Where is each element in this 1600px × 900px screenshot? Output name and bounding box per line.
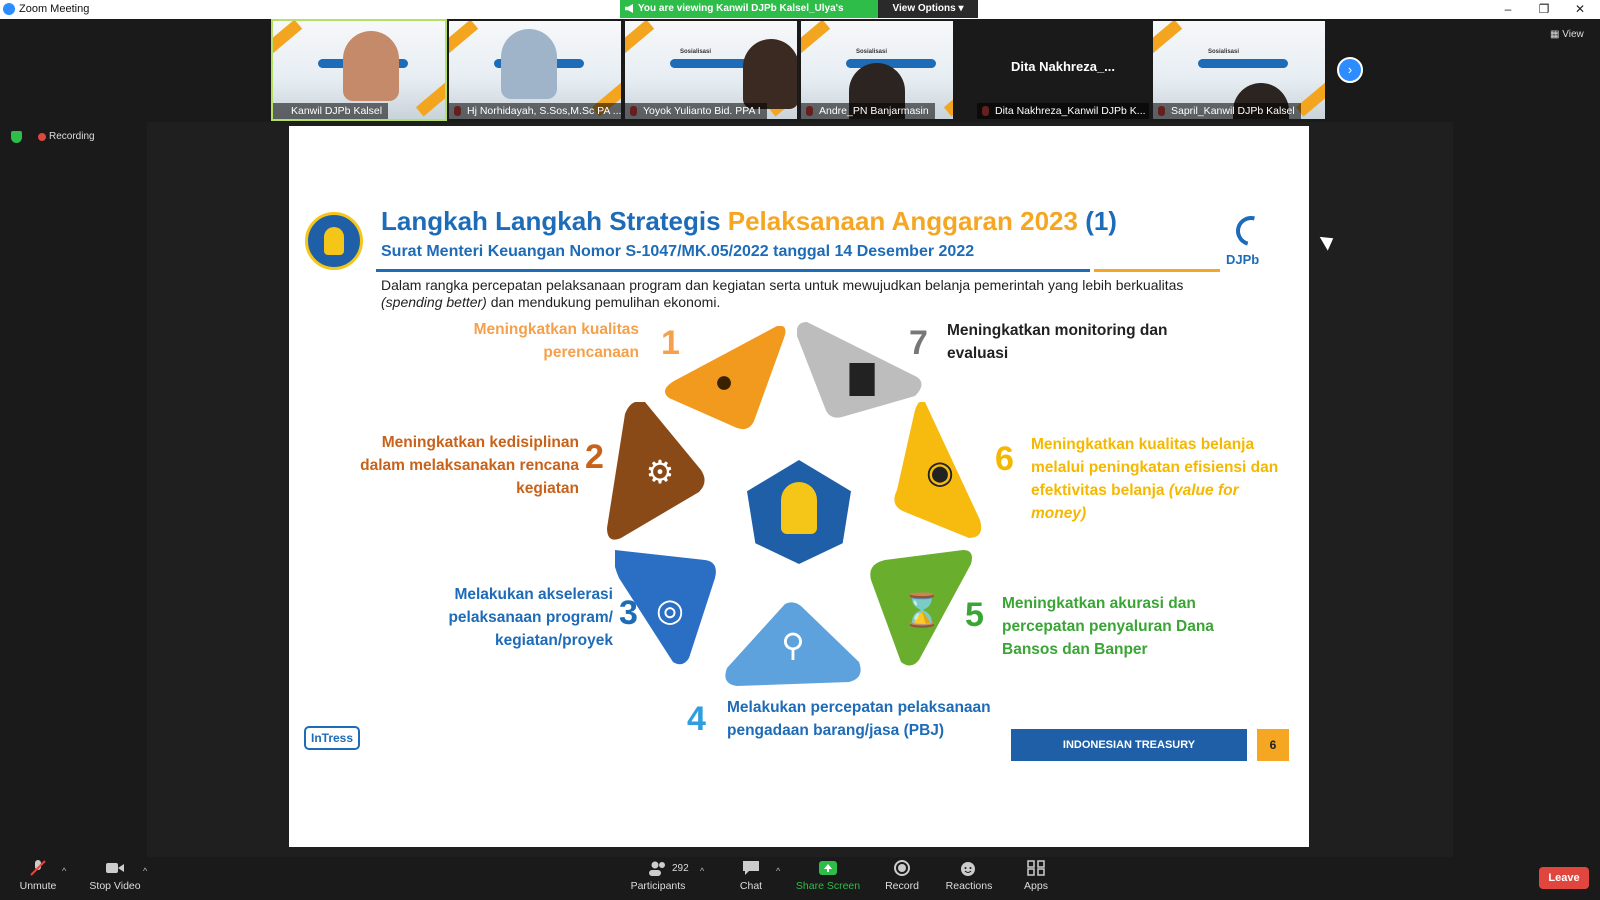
step-label: Meningkatkan akurasi dan percepatan penyaluran Dana Bansos dan Banper — [1002, 595, 1214, 658]
participant-name: Andre_PN Banjarmasin — [801, 103, 935, 119]
center-seal-logo — [747, 460, 851, 564]
record-icon — [893, 860, 911, 876]
participant-name: Kanwil DJPb Kalsel — [273, 103, 388, 119]
participant-face — [743, 39, 797, 109]
participant-count: 292 — [672, 863, 689, 874]
chat-icon — [742, 860, 760, 876]
stop-video-label: Stop Video — [89, 880, 141, 892]
slide-page-number: 6 — [1257, 729, 1289, 761]
step-label: Meningkatkan monitoring dan evaluasi — [947, 322, 1168, 362]
view-options-label: View Options — [892, 3, 956, 14]
window-title: Zoom Meeting — [19, 3, 90, 15]
record-button[interactable] — [867, 860, 937, 892]
video-options-caret-icon[interactable]: ^ — [143, 866, 148, 876]
mini-slide-title: Sosialisasi — [856, 49, 888, 55]
share-screen-icon — [819, 860, 837, 876]
gears-icon: ⚙ — [645, 454, 675, 490]
target-icon: ◎ — [656, 592, 684, 628]
participants-icon — [649, 860, 667, 876]
participant-name: Yoyok Yulianto Bid. PPA I — [625, 103, 767, 119]
mini-slide-title: Sosialisasi — [680, 49, 712, 55]
video-camera-icon — [106, 860, 124, 876]
participants-caret-icon[interactable]: ^ — [700, 866, 705, 876]
step-number: 3 — [619, 594, 638, 632]
indonesian-treasury-band: INDONESIAN TREASURY — [1011, 729, 1247, 761]
mini-slide-title: Sosialisasi — [1208, 49, 1240, 55]
bar-chart-icon: ▇ — [849, 359, 875, 395]
share-screen-label: Share Screen — [795, 880, 861, 892]
petal-step-5 — [867, 550, 977, 670]
divider-blue — [376, 269, 1090, 272]
petal-step-4 — [723, 602, 863, 688]
lightbulb-icon: ◉ — [926, 454, 954, 490]
step-label — [1031, 433, 1281, 525]
slide-subtitle: Surat Menteri Keuangan Nomor S-1047/MK.05/2022 tanggal 14 Desember 2022 — [381, 243, 975, 260]
share-screen-button[interactable] — [793, 860, 863, 892]
reactions-icon — [960, 860, 978, 876]
shared-slide — [289, 126, 1309, 847]
restore-button[interactable]: ❐ — [1538, 2, 1550, 16]
reactions-button[interactable] — [934, 860, 1004, 892]
close-button[interactable]: ✕ — [1574, 2, 1586, 16]
view-options-button[interactable]: View Options ▾ — [878, 0, 978, 18]
step-number: 2 — [585, 438, 604, 476]
intro-text-2: dan mendukung pemulihan ekonomi. — [486, 294, 721, 310]
djpb-logo-text: DJPb — [1226, 252, 1260, 267]
participant-face — [501, 29, 557, 99]
step-label-italic: (value for money) — [1031, 482, 1239, 522]
intro-text-1: Dalam rangka percepatan pelaksanaan program dan kegiatan serta untuk mewujudkan belanja pemerintah yang lebih berkualitas — [381, 277, 1184, 293]
shield-icon[interactable] — [11, 131, 22, 143]
participant-tile[interactable] — [1153, 21, 1325, 119]
participant-display-name: Dita Nakhreza_... — [1010, 59, 1116, 74]
participant-name: Sapril_Kanwil DJPb Kalsel — [1153, 103, 1301, 119]
participant-face — [343, 31, 399, 101]
petal-step-2 — [605, 402, 715, 542]
record-label: Record — [885, 880, 919, 892]
step-number: 6 — [995, 440, 1014, 478]
participant-name: Hj Norhidayah, S.Sos,M.Sc PA ... — [449, 103, 621, 119]
step-number: 5 — [965, 596, 984, 634]
step-label: Melakukan percepatan pelaksanaan pengadaan barang/jasa (PBJ) — [727, 699, 991, 739]
participant-tile[interactable] — [625, 21, 797, 119]
hourglass-icon: ⌛ — [902, 592, 942, 628]
recording-label: Recording — [49, 131, 95, 142]
minimize-button[interactable]: – — [1504, 2, 1512, 16]
slide-title-part3: (1) — [1077, 206, 1117, 236]
view-button[interactable]: ▦ View — [1550, 29, 1584, 40]
slide-title-part2: Pelaksanaan Anggaran 2023 — [727, 206, 1078, 236]
reactions-label: Reactions — [945, 880, 993, 892]
apps-label: Apps — [1024, 880, 1048, 892]
divider-gold — [1094, 269, 1220, 272]
muted-mic-icon — [29, 860, 47, 876]
step-number: 7 — [909, 324, 928, 362]
chat-label: Chat — [739, 880, 763, 892]
zoom-app-icon — [3, 3, 15, 15]
step-label: Meningkatkan kedisiplinan dalam melaksanakan rencana kegiatan — [360, 434, 579, 497]
unmute-button[interactable] — [3, 860, 73, 892]
step-label: Meningkatkan kualitas perencanaan — [473, 321, 639, 361]
step-number: 4 — [687, 700, 706, 738]
petal-step-6 — [885, 402, 995, 542]
apps-icon — [1027, 860, 1045, 876]
participant-tile[interactable] — [273, 21, 445, 119]
djpb-logo — [1226, 216, 1274, 270]
chat-button[interactable] — [716, 860, 786, 892]
participants-label: Participants — [630, 880, 686, 892]
recording-indicator[interactable] — [38, 131, 95, 142]
apps-button[interactable] — [1001, 860, 1071, 892]
banner-text: You are viewing Kanwil DJPb Kalsel_Ulya's — [638, 3, 844, 14]
intro-italic: (spending better) — [381, 294, 487, 310]
participant-tile[interactable] — [801, 21, 953, 119]
leave-button[interactable]: Leave — [1539, 867, 1589, 889]
step-number: 1 — [661, 324, 680, 362]
slide-title-part1: Langkah Langkah Strategis — [381, 206, 728, 236]
slide-title — [381, 206, 1117, 237]
stop-video-button[interactable] — [80, 860, 150, 892]
step-label-text: Meningkatkan kualitas belanja melalui peningkatan efisiensi dan efektivitas belanja — [1031, 436, 1279, 499]
head-idea-icon: ● — [714, 362, 734, 399]
magnifier-pulse-icon: ⚲ — [781, 627, 805, 663]
screen-share-banner — [620, 0, 878, 18]
chat-caret-icon[interactable]: ^ — [776, 866, 781, 876]
speaker-icon — [625, 4, 633, 13]
audio-options-caret-icon[interactable]: ^ — [62, 866, 67, 876]
participant-tile[interactable] — [449, 21, 621, 119]
participant-tile[interactable] — [977, 21, 1149, 119]
participant-name: Dita Nakhreza_Kanwil DJPb K... — [977, 103, 1149, 119]
unmute-label: Unmute — [19, 880, 57, 892]
next-participants-button[interactable]: › — [1337, 57, 1363, 83]
intress-logo: InTress — [304, 726, 360, 750]
slide-intro — [381, 277, 1241, 311]
view-label: View — [1562, 29, 1584, 40]
kemenkeu-seal-logo — [305, 212, 363, 270]
step-label: Melakukan akselerasi pelaksanaan program/ kegiatan/proyek — [448, 586, 613, 649]
